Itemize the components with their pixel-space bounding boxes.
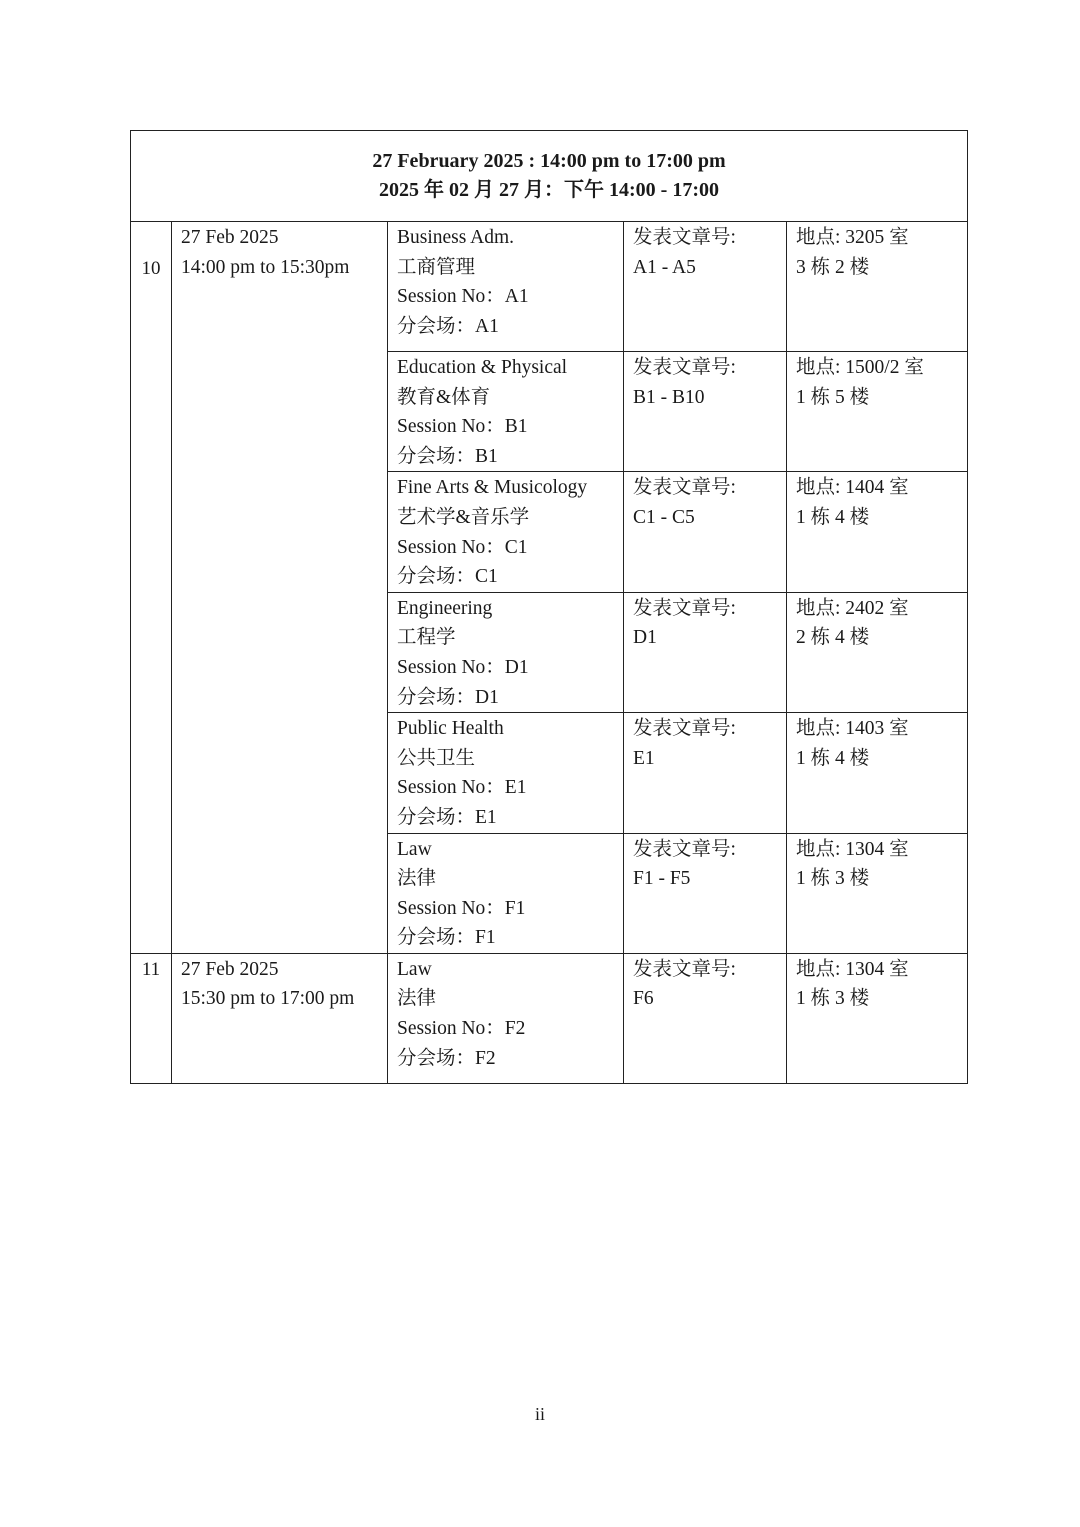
header-date-zh: 2025 年 02 月 27 月：下午 14:00 - 17:00 xyxy=(379,179,719,201)
papers-cell xyxy=(624,592,787,712)
session-name-zh: 法律 xyxy=(397,868,437,890)
papers-range: F1 - F5 xyxy=(633,868,691,890)
papers-label: 发表文章号: xyxy=(633,718,736,740)
location-room: 地点: 2402 室 xyxy=(796,597,909,619)
papers-cell xyxy=(624,833,787,953)
session-cell xyxy=(388,352,624,472)
papers-range: D1 xyxy=(633,627,657,649)
session-name-en: Public Health xyxy=(397,718,504,740)
header-date-en: 27 February 2025 : 14:00 pm to 17:00 pm xyxy=(372,150,726,172)
session-no: Session No：C1 xyxy=(397,536,528,558)
papers-range: C1 - C5 xyxy=(633,506,695,528)
slot-datetime xyxy=(172,222,388,954)
slot-date: 27 Feb 2025 xyxy=(181,958,279,980)
session-cell xyxy=(388,472,624,592)
papers-range: A1 - A5 xyxy=(633,256,696,278)
location-cell xyxy=(787,953,968,1083)
session-name-en: Law xyxy=(397,958,432,980)
table-row xyxy=(131,222,968,352)
papers-cell xyxy=(624,352,787,472)
session-cell xyxy=(388,222,624,352)
venue-no: 分会场：B1 xyxy=(397,445,498,467)
location-building: 1 栋 4 楼 xyxy=(796,506,870,528)
slot-number: 11 xyxy=(131,953,172,1083)
session-name-zh: 教育&体育 xyxy=(397,386,491,408)
session-name-zh: 工程学 xyxy=(397,627,456,649)
location-cell xyxy=(787,472,968,592)
session-cell xyxy=(388,833,624,953)
location-room: 地点: 1403 室 xyxy=(796,718,909,740)
location-building: 1 栋 5 楼 xyxy=(796,386,870,408)
session-name-en: Fine Arts & Musicology xyxy=(397,477,588,499)
slot-datetime xyxy=(172,953,388,1083)
papers-cell xyxy=(624,222,787,352)
location-cell xyxy=(787,222,968,352)
location-room: 地点: 1304 室 xyxy=(796,958,909,980)
papers-label: 发表文章号: xyxy=(633,227,736,248)
location-room: 地点: 1304 室 xyxy=(796,838,909,860)
session-name-zh: 工商管理 xyxy=(397,256,476,278)
venue-no: 分会场：F1 xyxy=(397,927,496,949)
schedule-header xyxy=(131,131,968,222)
location-cell xyxy=(787,352,968,472)
session-name-en: Business Adm. xyxy=(397,227,515,248)
slot-date: 27 Feb 2025 xyxy=(181,227,279,248)
location-cell xyxy=(787,713,968,833)
session-no: Session No：F1 xyxy=(397,897,526,919)
location-room: 地点: 1404 室 xyxy=(796,477,909,499)
venue-no: 分会场：F2 xyxy=(397,1047,496,1069)
venue-no: 分会场：A1 xyxy=(397,315,499,337)
papers-label: 发表文章号: xyxy=(633,597,736,619)
slot-time: 14:00 pm to 15:30pm xyxy=(181,256,350,278)
location-building: 1 栋 3 楼 xyxy=(796,868,870,890)
session-name-en: Engineering xyxy=(397,597,493,619)
slot-time: 15:30 pm to 17:00 pm xyxy=(181,988,355,1010)
location-cell xyxy=(787,833,968,953)
session-cell xyxy=(388,953,624,1083)
papers-cell xyxy=(624,472,787,592)
session-no: Session No：B1 xyxy=(397,416,528,438)
papers-cell xyxy=(624,953,787,1083)
papers-label: 发表文章号: xyxy=(633,357,736,378)
session-name-en: Education & Physical xyxy=(397,357,568,378)
papers-label: 发表文章号: xyxy=(633,477,736,499)
session-name-zh: 法律 xyxy=(397,988,437,1010)
papers-cell xyxy=(624,713,787,833)
venue-no: 分会场：D1 xyxy=(397,686,499,708)
location-building: 3 栋 2 楼 xyxy=(796,256,870,278)
table-row xyxy=(131,953,968,1083)
session-no: Session No：D1 xyxy=(397,656,529,678)
session-cell xyxy=(388,592,624,712)
location-cell xyxy=(787,592,968,712)
session-name-en: Law xyxy=(397,838,432,860)
schedule-table xyxy=(130,130,968,1084)
slot-number: 10 xyxy=(131,222,172,954)
location-room: 地点: 1500/2 室 xyxy=(796,357,924,378)
papers-range: F6 xyxy=(633,988,654,1010)
venue-no: 分会场：C1 xyxy=(397,566,498,588)
location-room: 地点: 3205 室 xyxy=(796,227,909,248)
location-building: 1 栋 3 楼 xyxy=(796,988,870,1010)
page-number: ii xyxy=(534,1404,545,1424)
session-cell xyxy=(388,713,624,833)
session-name-zh: 公共卫生 xyxy=(397,747,476,769)
session-no: Session No：E1 xyxy=(397,777,527,799)
papers-label: 发表文章号: xyxy=(633,838,736,860)
papers-range: B1 - B10 xyxy=(633,386,705,408)
location-building: 1 栋 4 楼 xyxy=(796,747,870,769)
session-name-zh: 艺术学&音乐学 xyxy=(397,506,530,528)
session-no: Session No：F2 xyxy=(397,1018,526,1040)
location-building: 2 栋 4 楼 xyxy=(796,627,870,649)
papers-range: E1 xyxy=(633,747,655,769)
session-no: Session No：A1 xyxy=(397,286,529,308)
papers-label: 发表文章号: xyxy=(633,958,736,980)
venue-no: 分会场：E1 xyxy=(397,806,497,828)
